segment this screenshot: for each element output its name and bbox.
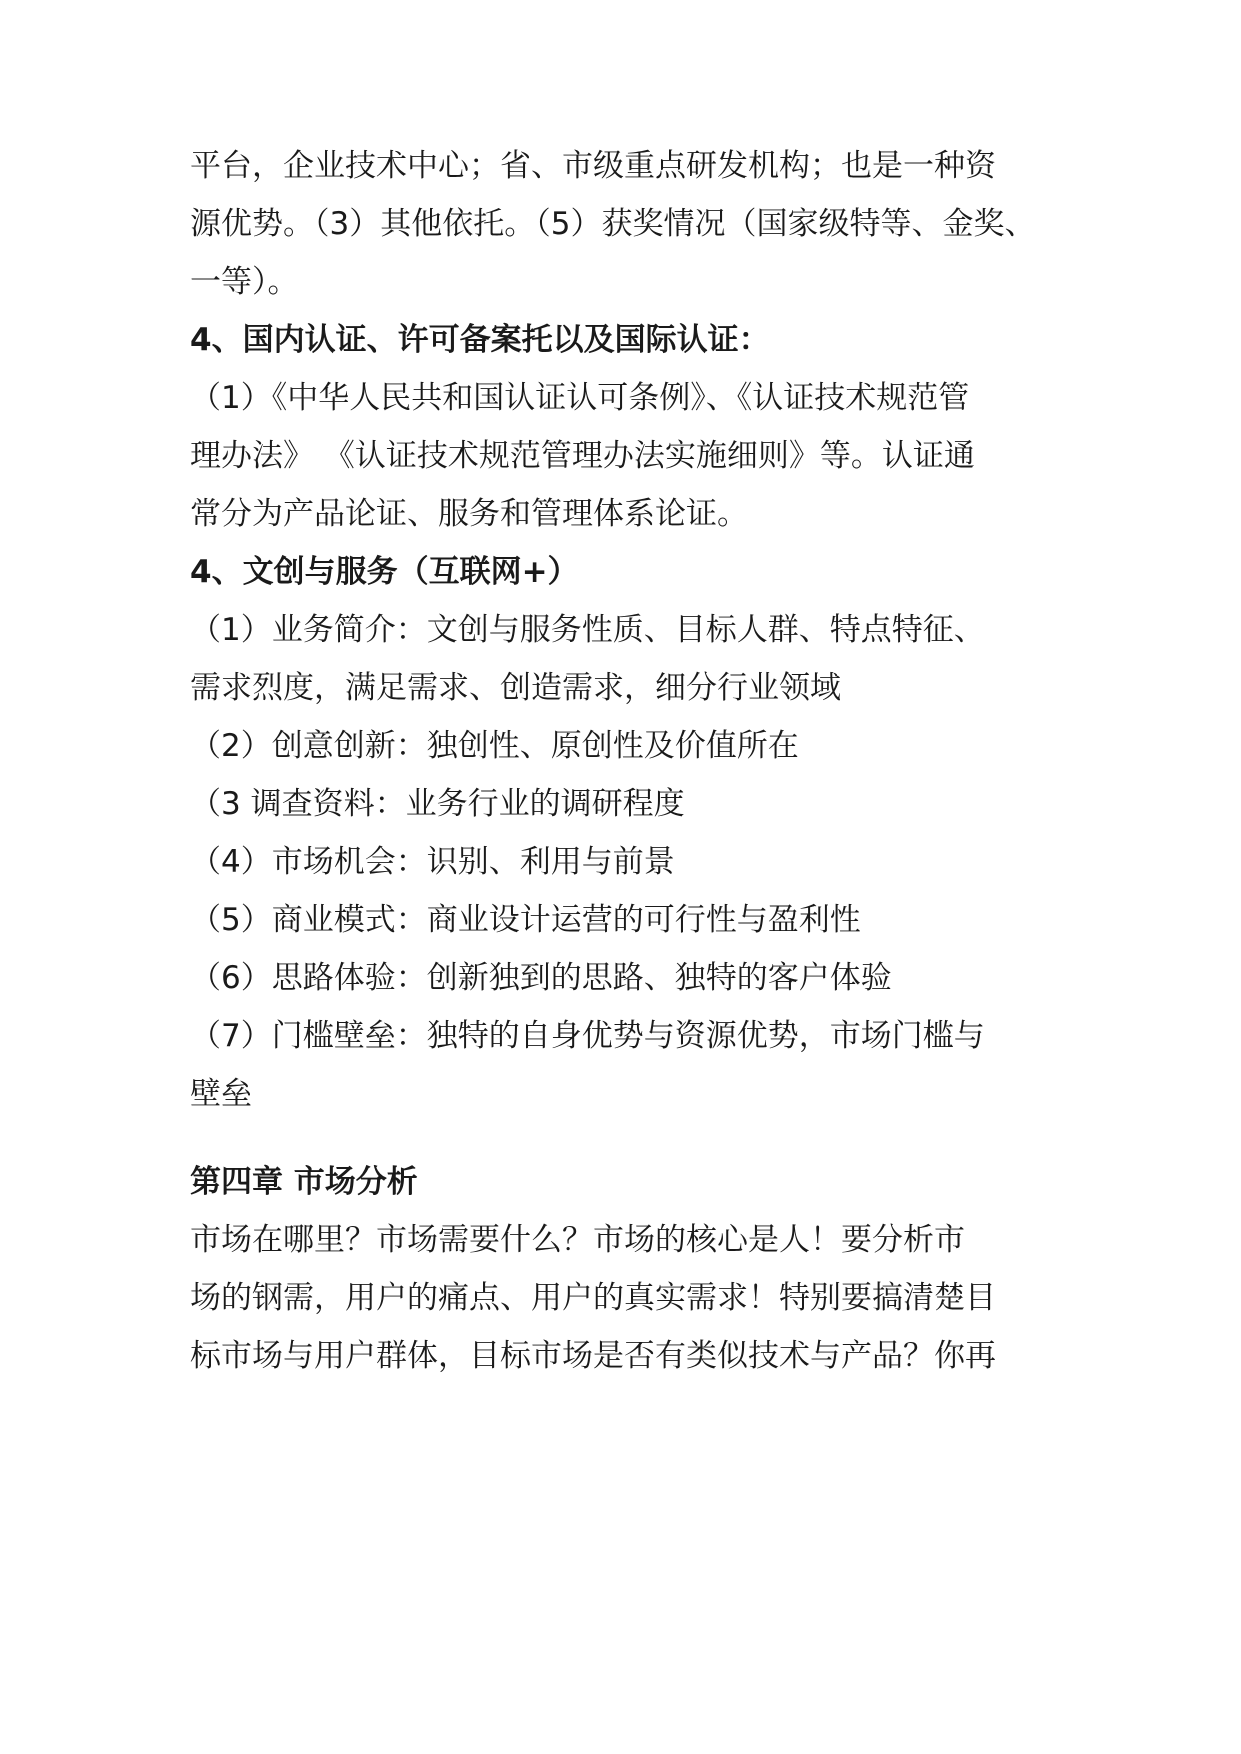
list-item: 壁垒 [190, 1076, 252, 1112]
paragraph-line: 源优势。（3）其他依托。（5）获奖情况（国家级特等、金奖、 [190, 206, 1036, 242]
paragraph-line: 平台，企业技术中心；省、市级重点研发机构；也是一种资 [190, 148, 996, 184]
paragraph-line: 市场在哪里？市场需要什么？市场的核心是人！要分析市 [190, 1222, 965, 1258]
list-item: （6）思路体验：创新独到的思路、独特的客户体验 [190, 960, 892, 996]
list-item: 需求烈度，满足需求、创造需求，细分行业领域 [190, 670, 841, 706]
paragraph-line: 标市场与用户群体，目标市场是否有类似技术与产品？你再 [190, 1338, 996, 1374]
section-heading-creative: 4、文创与服务（互联网+） [190, 554, 579, 590]
list-item: （7）门槛壁垒：独特的自身优势与资源优势，市场门槛与 [190, 1018, 985, 1054]
section-heading-certification: 4、国内认证、许可备案托以及国际认证： [190, 322, 770, 358]
paragraph-line: 一等）。 [190, 264, 299, 300]
list-item: （3 调查资料：业务行业的调研程度 [190, 786, 685, 822]
list-item: （4）市场机会：识别、利用与前景 [190, 844, 675, 880]
list-item: （2）创意创新：独创性、原创性及价值所在 [190, 728, 799, 764]
paragraph-line: 常分为产品论证、服务和管理体系论证。 [190, 496, 748, 532]
chapter-heading: 第四章 市场分析 [190, 1164, 418, 1200]
paragraph-line: 理办法》 《认证技术规范管理办法实施细则》等。认证通 [190, 438, 975, 474]
paragraph-line: （1）《中华人民共和国认证认可条例》、《认证技术规范管 [190, 380, 970, 416]
list-item: （5）商业模式：商业设计运营的可行性与盈利性 [190, 902, 861, 938]
paragraph-line: 场的钢需，用户的痛点、用户的真实需求！特别要搞清楚目 [190, 1280, 996, 1316]
list-item: （1）业务简介：文创与服务性质、目标人群、特点特征、 [190, 612, 985, 648]
